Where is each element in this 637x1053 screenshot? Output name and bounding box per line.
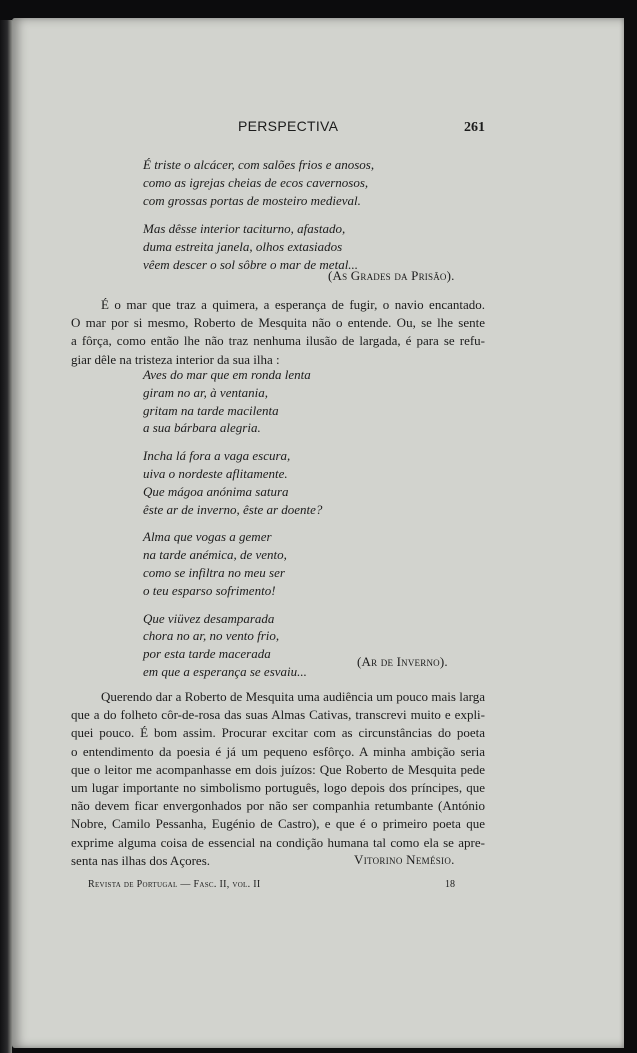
poem-line: gritam na tarde macilenta	[143, 402, 279, 418]
paragraph-line: que a do folheto côr-de-rosa das suas Almas Cativas, transcrevi muito e expli-	[71, 707, 485, 723]
poem-line: chora no ar, no vento frio,	[143, 628, 280, 644]
poem-line: Aves do mar que em ronda lenta	[143, 367, 311, 382]
poem-line: como se infiltra no meu ser	[143, 564, 285, 580]
poem-line: a sua bárbara alegria.	[143, 420, 261, 436]
poem-attribution: (As Grades da Prisão).	[328, 268, 455, 283]
paragraph-line: É o mar que traz a quimera, a esperança de fugir, o navio encantado.	[101, 297, 485, 312]
poem-stanza	[143, 366, 322, 437]
poem-line: Que mágoa anónima satura	[143, 483, 289, 499]
poem-line: com grossas portas de mosteiro medieval.	[143, 193, 361, 208]
paragraph-line: O mar por si mesmo, Roberto de Mesquita não o entende. Ou, se lhe sente	[71, 315, 485, 331]
paragraph-line: um lugar importante no simbolismo português, logo depois dos príncipes, que	[71, 779, 485, 795]
poem-line: Mas dêsse interior taciturno, afastado,	[143, 221, 346, 236]
poem-stanza	[143, 610, 322, 681]
paragraph-line: giar dêle na tristeza interior da sua ilha :	[71, 351, 280, 367]
book-spine	[0, 20, 12, 1053]
poem-line: o teu esparso sofrimento!	[143, 582, 276, 598]
paragraph-line: o entendimento da poesia é já um pequeno esfôrço. A minha ambição seria	[71, 743, 485, 759]
poem-line: É triste o alcácer, com salões frios e anosos,	[143, 157, 375, 172]
paragraph-line: quei pouco. É bom assim. Procurar excitar com as circunstâncias do poeta	[71, 725, 485, 741]
poem-line: giram no ar, à ventania,	[143, 384, 268, 400]
poem-line: êste ar de inverno, êste ar doente?	[143, 501, 323, 517]
poem-attribution: (Ar de Inverno).	[357, 654, 448, 669]
poem-stanza	[143, 220, 374, 274]
paragraph-line: senta nas ilhas dos Açores.	[71, 852, 211, 868]
poem-line: duma estreita janela, olhos extasiados	[143, 239, 343, 254]
poem-line: Incha lá fora a vaga escura,	[143, 448, 291, 464]
paragraph-line: a fôrça, como então lhe não traz nenhuma ilusão de largada, é para se refu-	[71, 333, 485, 349]
page-edge	[624, 20, 637, 1053]
footer-signature-number: 18	[445, 879, 455, 890]
poem-stanza	[143, 528, 322, 599]
paragraph-line: que o leitor me acompanhasse em dois juízos: Que Roberto de Mesquita pede	[71, 761, 485, 777]
body-paragraph	[71, 688, 485, 870]
poem-line: Alma que vogas a gemer	[143, 529, 272, 545]
author-signature: Vitorino Nemésio.	[354, 852, 455, 867]
poem-line: por esta tarde macerada	[143, 646, 271, 662]
poem-stanza	[143, 447, 322, 518]
poem-stanza	[143, 156, 374, 210]
paragraph-line: exprime alguma coisa de essencial na condição humana tal como ela se apre-	[71, 834, 485, 850]
body-paragraph	[71, 296, 485, 369]
paragraph-line: Querendo dar a Roberto de Mesquita uma audiência um pouco mais larga	[101, 689, 485, 704]
poem-line: Que viüvez desamparada	[143, 610, 275, 626]
page-number: 261	[464, 120, 485, 135]
poem-line: na tarde anémica, de vento,	[143, 547, 287, 563]
paragraph-line: não devem ficar envergonhados por não ser companhia retumbante (António	[71, 798, 485, 814]
poem-as-grades-da-prisao	[143, 156, 374, 284]
poem-ar-de-inverno	[143, 366, 322, 691]
running-title: PERSPECTIVA	[238, 118, 339, 134]
poem-line: em que a esperança se esvaiu...	[143, 663, 307, 679]
poem-line: uiva o nordeste aflitamente.	[143, 465, 288, 481]
poem-line: vêem descer o sol sôbre o mar de metal...	[143, 257, 359, 272]
paragraph-line: Nobre, Camilo Pessanha, Eugénio de Castro), e que é o primeiro poeta que	[71, 816, 485, 832]
footer-journal-title: Revista de Portugal — Fasc. II, vol. II	[88, 879, 261, 890]
poem-line: como as igrejas cheias de ecos cavernosos,	[143, 175, 369, 190]
